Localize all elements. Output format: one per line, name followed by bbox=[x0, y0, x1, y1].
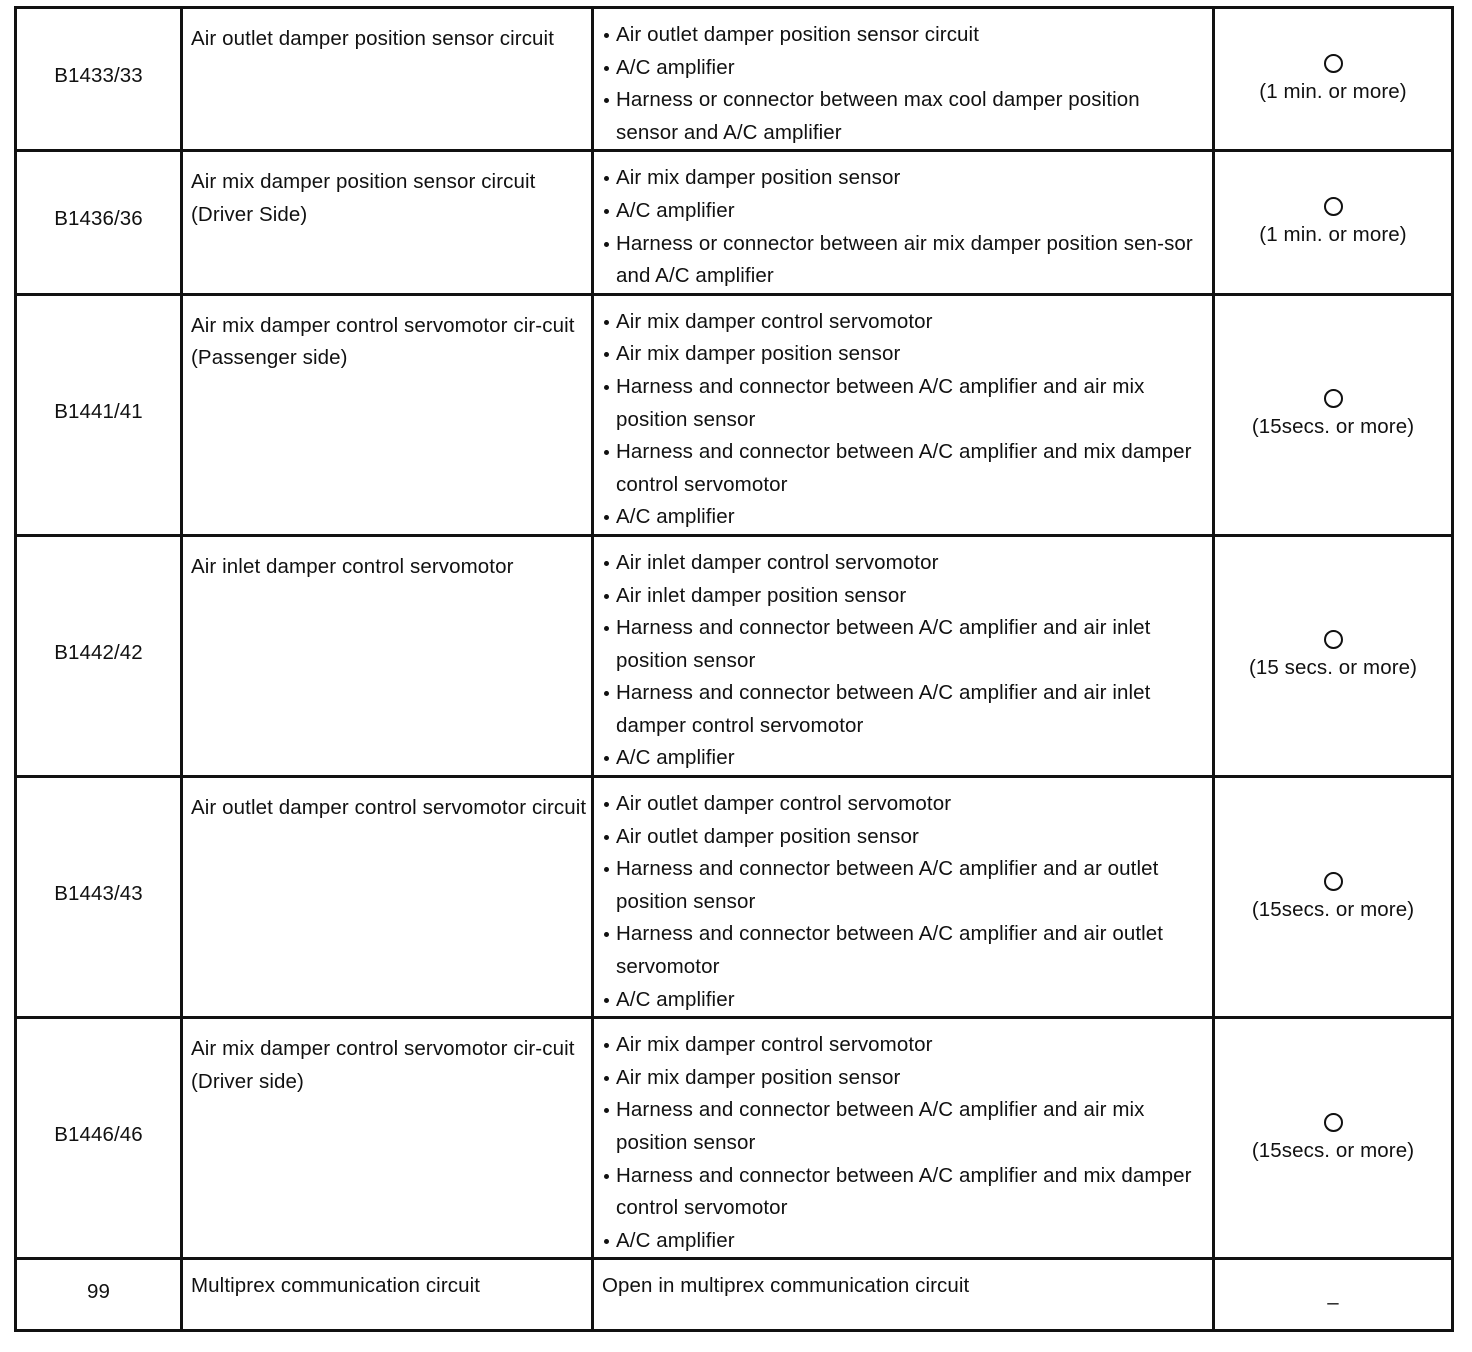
trouble-area-item: Air mix damper position sensor bbox=[602, 162, 1206, 195]
trouble-area-list bbox=[602, 547, 1206, 775]
memory-cell bbox=[1214, 1259, 1453, 1331]
table-row bbox=[16, 151, 1453, 294]
table-row bbox=[16, 777, 1453, 1018]
memory-note: (15 secs. or more) bbox=[1248, 656, 1418, 680]
trouble-area-item: Harness and connector between A/C amplifier and air inlet damper control servomotor bbox=[602, 677, 1206, 742]
memory-cell bbox=[1214, 151, 1453, 294]
dtc-code: B1446/46 bbox=[54, 1123, 143, 1146]
table-row bbox=[16, 8, 1453, 151]
trouble-area-item: A/C amplifier bbox=[602, 52, 1206, 85]
trouble-area-cell bbox=[593, 8, 1214, 151]
trouble-area-cell bbox=[593, 294, 1214, 535]
trouble-area-item: Harness and connector between A/C amplifier and air outlet servomotor bbox=[602, 918, 1206, 983]
memory-cell bbox=[1214, 294, 1453, 535]
trouble-area-cell: Open in multiprex communication circuit bbox=[593, 1259, 1214, 1331]
trouble-area-item: A/C amplifier bbox=[602, 501, 1206, 534]
trouble-area-item: A/C amplifier bbox=[602, 1225, 1206, 1258]
memory-cell bbox=[1214, 535, 1453, 776]
trouble-area-item: Air inlet damper position sensor bbox=[602, 580, 1206, 613]
trouble-area-item: Air mix damper control servomotor bbox=[602, 306, 1206, 339]
trouble-area-item: A/C amplifier bbox=[602, 984, 1206, 1017]
dtc-code: B1442/42 bbox=[54, 640, 143, 664]
trouble-area-item: Air outlet damper control servomotor bbox=[602, 788, 1206, 821]
dash-mark: – bbox=[1327, 1290, 1339, 1314]
dtc-code: B1443/43 bbox=[54, 881, 143, 905]
detection-item-cell: Air mix damper position sensor circuit (Driver Side) bbox=[182, 151, 593, 294]
trouble-area-item: A/C amplifier bbox=[602, 195, 1206, 228]
trouble-area-list bbox=[602, 306, 1206, 534]
dtc-table bbox=[14, 6, 1454, 1332]
detection-item-cell: Air outlet damper position sensor circuit bbox=[182, 8, 593, 151]
detection-item-cell: Air mix damper control servomotor cir-cuit (Passenger side) bbox=[182, 294, 593, 535]
detection-item-cell: Air mix damper control servomotor cir-cuit (Driver side) bbox=[182, 1018, 593, 1259]
trouble-area-item: Harness and connector between A/C amplifier and air mix position sensor bbox=[602, 371, 1206, 436]
trouble-area-list bbox=[602, 1029, 1206, 1257]
dtc-code: B1433/33 bbox=[54, 63, 143, 87]
trouble-area-list bbox=[602, 19, 1206, 149]
table-row bbox=[16, 1018, 1453, 1259]
circle-mark-icon bbox=[1324, 1113, 1343, 1132]
detection-item-cell: Air inlet damper control servomotor bbox=[182, 535, 593, 776]
memory-cell bbox=[1214, 1018, 1453, 1259]
table-row bbox=[16, 1259, 1453, 1331]
circle-mark-icon bbox=[1324, 872, 1343, 891]
trouble-area-item: Harness and connector between A/C amplifier and air mix position sensor bbox=[602, 1094, 1206, 1159]
detection-item-cell: Air outlet damper control servomotor circuit bbox=[182, 777, 593, 1018]
memory-note: (1 min. or more) bbox=[1259, 79, 1407, 103]
circle-mark-icon bbox=[1324, 197, 1343, 216]
dtc-code-cell bbox=[16, 777, 182, 1018]
trouble-area-cell bbox=[593, 1018, 1214, 1259]
trouble-area-cell bbox=[593, 777, 1214, 1018]
table-row bbox=[16, 535, 1453, 776]
trouble-area-item: Harness or connector between air mix damper position sen-sor and A/C amplifier bbox=[602, 228, 1206, 293]
trouble-area-item: Air mix damper position sensor bbox=[602, 1062, 1206, 1095]
dtc-code-cell bbox=[16, 8, 182, 151]
dtc-code: B1436/36 bbox=[54, 207, 143, 231]
memory-note: (15secs. or more) bbox=[1251, 897, 1415, 921]
table-row bbox=[16, 294, 1453, 535]
dtc-code: B1441/41 bbox=[54, 399, 143, 423]
memory-note: (15secs. or more) bbox=[1251, 1138, 1415, 1162]
memory-cell bbox=[1214, 777, 1453, 1018]
dtc-code-cell bbox=[16, 1259, 182, 1331]
trouble-area-item: Harness and connector between A/C amplifier and air inlet position sensor bbox=[602, 612, 1206, 677]
dtc-code-cell bbox=[16, 535, 182, 776]
trouble-area-list bbox=[602, 788, 1206, 1016]
circle-mark-icon bbox=[1324, 389, 1343, 408]
trouble-area-item: Harness or connector between max cool damper position sensor and A/C amplifier bbox=[602, 84, 1206, 149]
trouble-area-list bbox=[602, 162, 1206, 292]
trouble-area-item: Harness and connector between A/C amplifier and ar outlet position sensor bbox=[602, 853, 1206, 918]
memory-cell bbox=[1214, 8, 1453, 151]
circle-mark-icon bbox=[1324, 54, 1343, 73]
dtc-code-cell bbox=[16, 151, 182, 294]
trouble-area-item: Harness and connector between A/C amplifier and mix damper control servomotor bbox=[602, 1160, 1206, 1225]
trouble-area-item: A/C amplifier bbox=[602, 742, 1206, 775]
dtc-code-cell bbox=[16, 294, 182, 535]
trouble-area-item: Air mix damper control servomotor bbox=[602, 1029, 1206, 1062]
memory-note: (15secs. or more) bbox=[1251, 415, 1415, 439]
trouble-area-item: Harness and connector between A/C amplifier and mix damper control servomotor bbox=[602, 436, 1206, 501]
circle-mark-icon bbox=[1324, 630, 1343, 649]
trouble-area-cell bbox=[593, 151, 1214, 294]
trouble-area-item: Air outlet damper position sensor bbox=[602, 821, 1206, 854]
trouble-area-item: Air inlet damper control servomotor bbox=[602, 547, 1206, 580]
memory-note: (1 min. or more) bbox=[1259, 223, 1407, 247]
dtc-code-cell bbox=[16, 1018, 182, 1259]
trouble-area-item: Air outlet damper position sensor circuit bbox=[602, 19, 1206, 52]
trouble-area-cell bbox=[593, 535, 1214, 776]
detection-item-cell: Multiprex communication circuit bbox=[182, 1259, 593, 1331]
dtc-code: 99 bbox=[86, 1279, 110, 1303]
trouble-area-item: Air mix damper position sensor bbox=[602, 338, 1206, 371]
